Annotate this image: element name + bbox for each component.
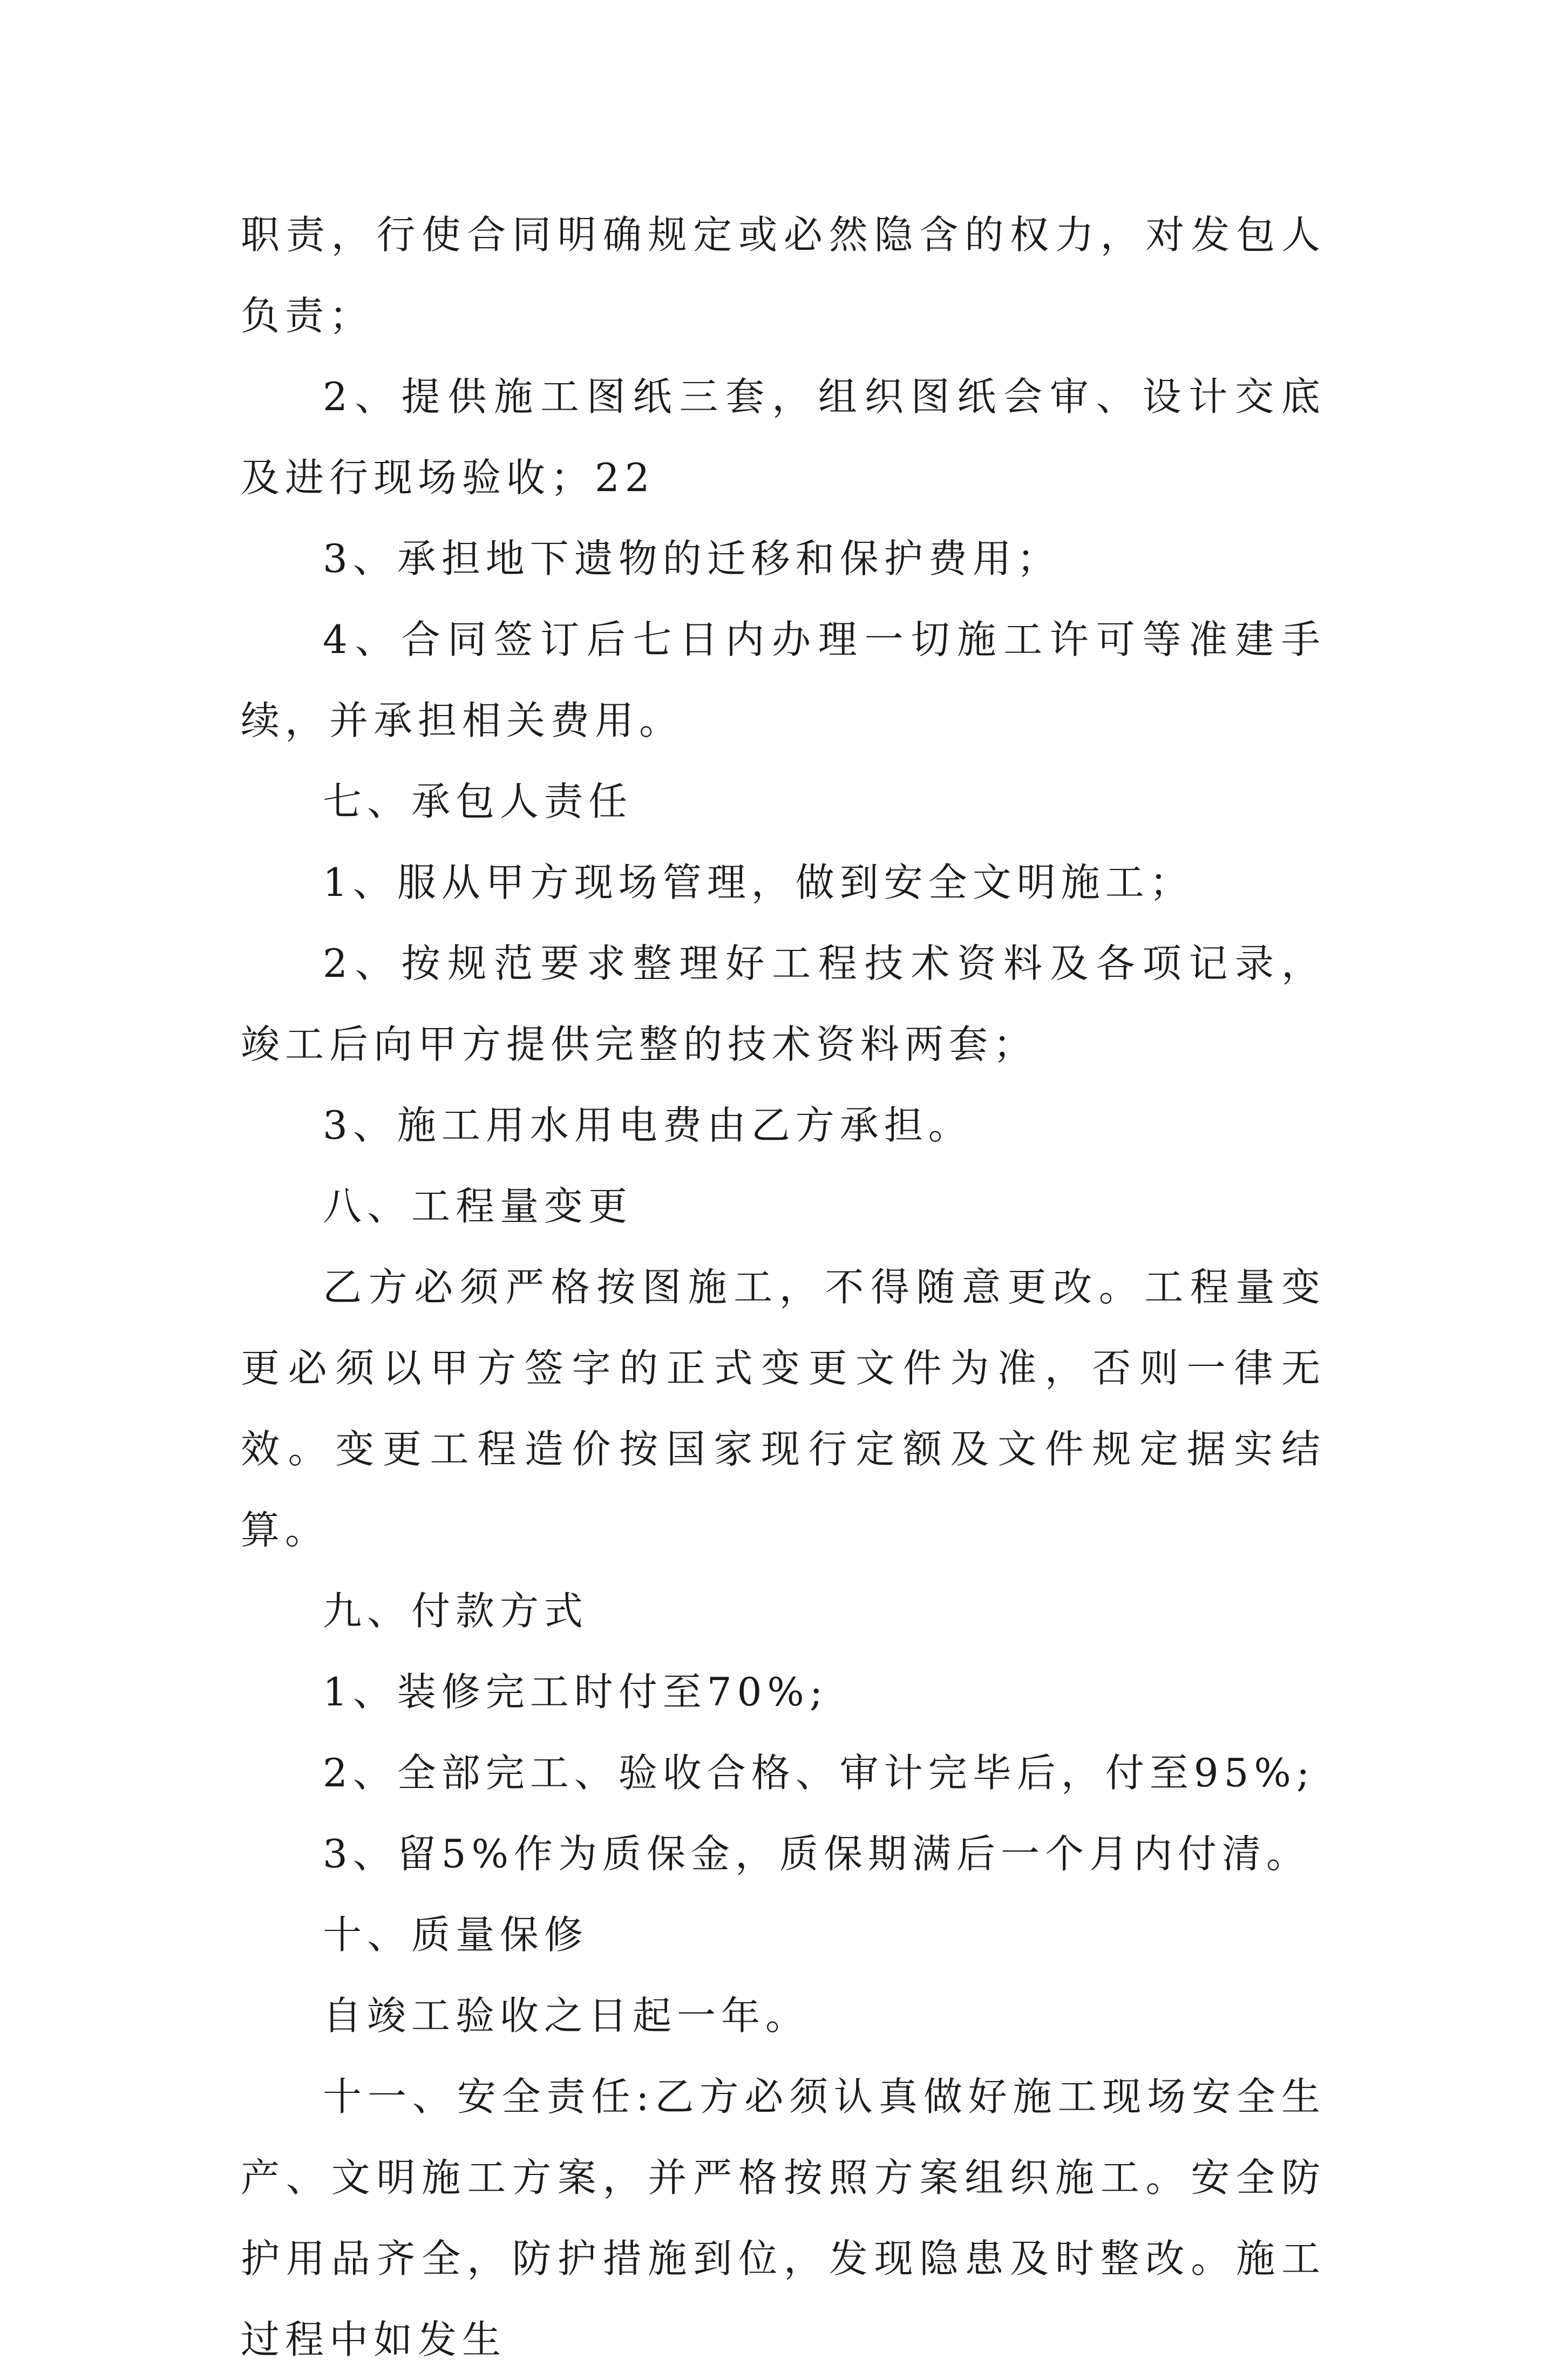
paragraph-contractor-item-1: 1、服从甲方现场管理，做到安全文明施工； bbox=[323, 860, 1194, 905]
paragraph-safety-responsibility: 十一、安全责任:乙方必须认真做好施工现场安全生产、文明施工方案，并严格按照方案组织施工。安全防护用品齐全，防护措施到位，发现隐患及时整改。施工过程中如发生 bbox=[241, 2074, 1326, 2362]
section-heading-warranty: 十、质量保修 bbox=[323, 1912, 589, 1957]
paragraph-warranty: 自竣工验收之日起一年。 bbox=[323, 1993, 810, 2038]
document-body bbox=[241, 194, 1326, 2380]
section-heading-payment: 九、付款方式 bbox=[323, 1588, 589, 1634]
paragraph-item-2-drawings: 2、提供施工图纸三套，组织图纸会审、设计交底及进行现场验收；22 bbox=[241, 374, 1326, 500]
paragraph-payment-item-2: 2、全部完工、验收合格、审计完毕后，付至95%; bbox=[323, 1750, 1315, 1796]
paragraph-item-3-relics: 3、承担地下遗物的迁移和保护费用； bbox=[323, 536, 1061, 581]
section-heading-contractor-duties: 七、承包人责任 bbox=[323, 779, 633, 824]
section-heading-quantity-change: 八、工程量变更 bbox=[323, 1184, 633, 1229]
paragraph-contractor-item-2: 2、按规范要求整理好工程技术资料及各项记录，竣工后向甲方提供完整的技术资料两套； bbox=[241, 941, 1326, 1067]
paragraph-item-4-permits: 4、合同签订后七日内办理一切施工许可等准建手续，并承担相关费用。 bbox=[241, 617, 1326, 743]
paragraph-payment-item-1: 1、装修完工时付至70%; bbox=[323, 1669, 828, 1715]
paragraph-duties-continued: 职责，行使合同明确规定或必然隐含的权力，对发包人负责； bbox=[241, 212, 1326, 338]
paragraph-quantity-change: 乙方必须严格按图施工，不得随意更改。工程量变更必须以甲方签字的正式变更文件为准，否则一律无效。变更工程造价按国家现行定额及文件规定据实结算。 bbox=[241, 1264, 1326, 1553]
paragraph-payment-item-3: 3、留5%作为质保金，质保期满后一个月内付清。 bbox=[323, 1831, 1311, 1876]
paragraph-contractor-item-3: 3、施工用水用电费由乙方承担。 bbox=[323, 1103, 973, 1148]
